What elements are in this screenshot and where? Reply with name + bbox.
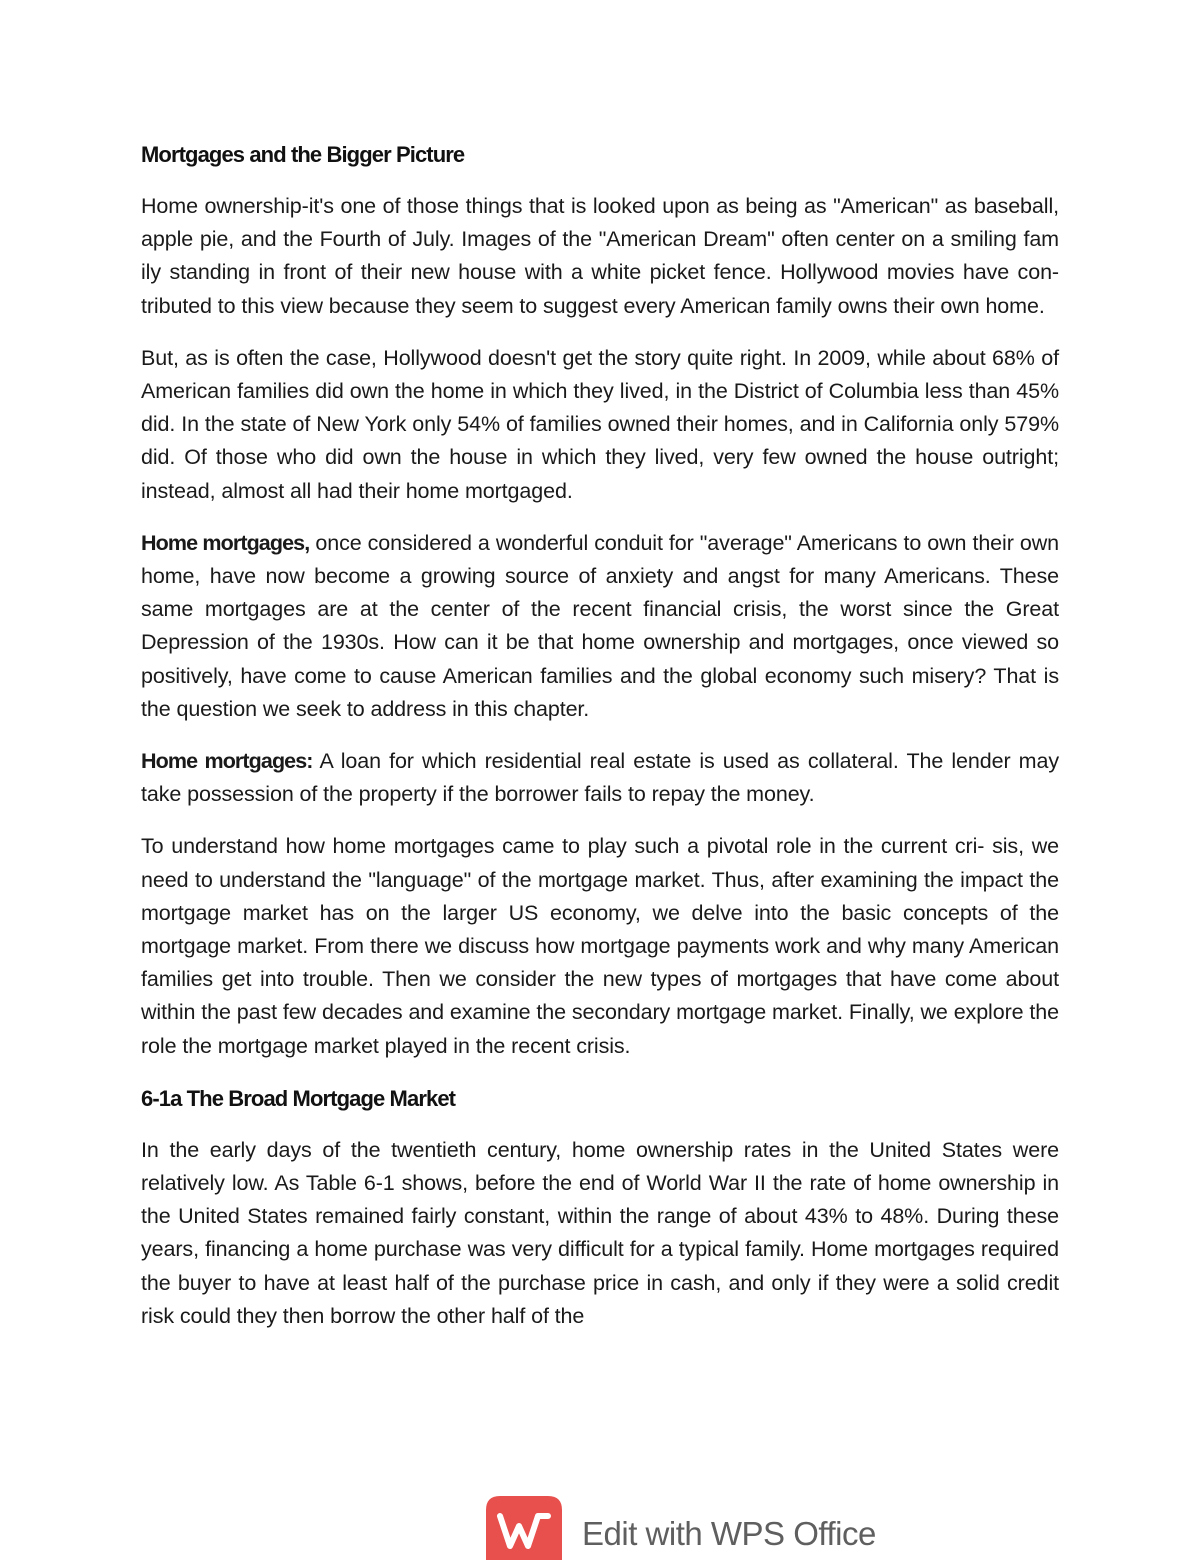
paragraph-chapter-overview: To understand how home mortgages came to play such a pivotal role in the current cri- sis, we need to understand the "language" of the mortgage market. Thus, after examining the impact the mortgage market has on the larger US economy, we delve into the basic concepts of the mortgage market. From there we discuss how mortgage payments work and why many American families get into trouble. Then we consider the new types of mortgages that have come about within the past few decades and examine the secondary mortgage market. Finally, we explore the role the mortgage market played in the recent crisis. bbox=[141, 834, 1059, 1058]
wps-watermark[interactable] bbox=[486, 1496, 926, 1553]
definition-home-mortgages bbox=[141, 745, 1059, 811]
wps-logo-icon bbox=[486, 1496, 562, 1560]
paragraph-ownership-stats: But, as is often the case, Hollywood doesn't get the story quite right. In 2009, while about 68% of American families did own the home in which they lived, in the District of Columbia less than 45% did. In the state of New York only 54% of families owned their homes, and in California only 579% did. Of those who did own the house in which they lived, very few owned the house outright; instead, almost all had their home mortgaged. bbox=[141, 345, 1059, 503]
section-heading: 6-1a The Broad Mortgage Market bbox=[141, 1085, 456, 1111]
paragraph-intro: Home ownership-it's one of those things that is looked upon as being as "American" as baseball, apple pie, and the Fourth of July. Images of the "American Dream" often center on a smiling fam ily standing in front of their new house with a white picket fence. Hollywood movies have con- tributed to this view because they seem to suggest every American family owns their own home. bbox=[141, 194, 1059, 318]
document-page bbox=[141, 138, 1059, 1352]
paragraph-home-mortgages bbox=[141, 527, 1059, 726]
definition-term: Home mortgages: bbox=[141, 749, 313, 774]
wps-watermark-label: Edit with WPS Office bbox=[582, 1515, 876, 1552]
paragraph-home-mortgages-text: once considered a wonderful conduit for "average" Americans to own their own home, have now become a growing source of anxiety and angst for many Americans. These same mortgages are at the center of the recent financial crisis, the worst since the Great Depression of the 1930s. How can it be that home ownership and mortgages, once viewed so positively, have come to cause American families and the global economy such misery? That is the question we seek to address in this chapter. bbox=[141, 530, 1059, 721]
term-home-mortgages: Home mortgages, bbox=[141, 530, 310, 555]
definition-text: A loan for which residential real estate is used as collateral. The lender may take possession of the property if the borrower fails to repay the money. bbox=[141, 749, 1059, 807]
paragraph-broad-market: In the early days of the twentieth century, home ownership rates in the United States were relatively low. As Table 6-1 shows, before the end of World War II the rate of home ownership in the United States remained fairly constant, within the range of about 43% to 48%. During these years, financing a home purchase was very difficult for a typical family. Home mortgages required the buyer to have at least half of the purchase price in cash, and only if they were a solid credit risk could they then borrow the other half of the bbox=[141, 1137, 1059, 1328]
page-title: Mortgages and the Bigger Picture bbox=[141, 142, 465, 167]
wps-logo-shape bbox=[486, 1496, 562, 1560]
